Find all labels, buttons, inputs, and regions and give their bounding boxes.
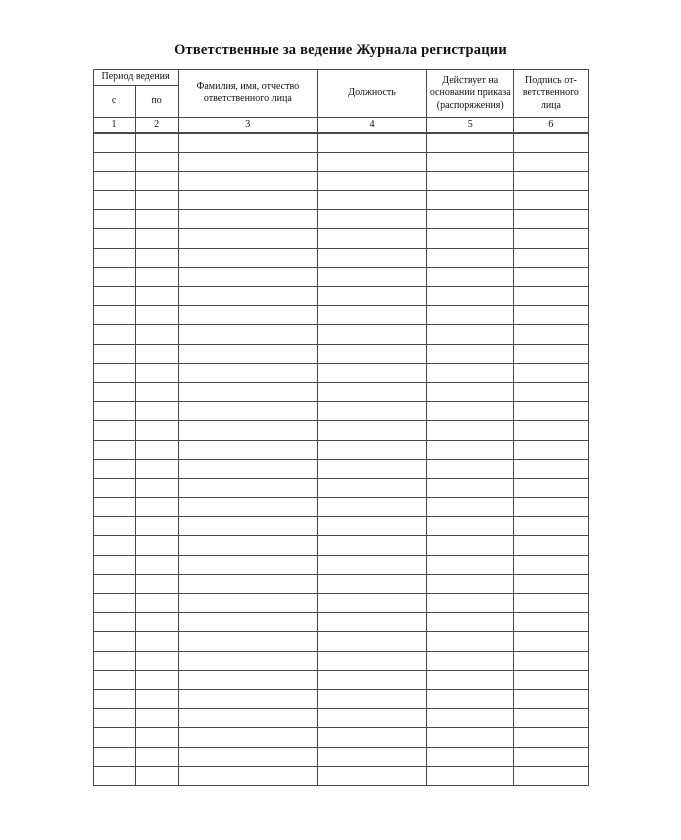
empty-cell [514, 191, 588, 210]
empty-cell [514, 478, 588, 497]
empty-cell [427, 555, 514, 574]
empty-cell [427, 689, 514, 708]
empty-cell [135, 498, 178, 517]
header-period-group: Период ведения [93, 70, 178, 86]
empty-cell [427, 574, 514, 593]
empty-cell [135, 709, 178, 728]
empty-cell [178, 287, 317, 306]
empty-cell [427, 287, 514, 306]
empty-cell [514, 421, 588, 440]
header-from-column: с [93, 85, 135, 117]
empty-cell [135, 382, 178, 401]
column-number-1: 1 [93, 117, 135, 133]
empty-cell [427, 670, 514, 689]
empty-cell [427, 536, 514, 555]
empty-cell [427, 229, 514, 248]
empty-cell [178, 632, 317, 651]
empty-row [93, 689, 588, 708]
empty-cell [427, 267, 514, 286]
empty-cell [135, 670, 178, 689]
empty-cell [178, 402, 317, 421]
header-name-column: Фамилия, имя, отчество ответственного лица [178, 70, 317, 118]
empty-cell [178, 574, 317, 593]
empty-cell [514, 555, 588, 574]
empty-cell [317, 440, 426, 459]
empty-cell [93, 670, 135, 689]
empty-cell [317, 287, 426, 306]
empty-cell [135, 229, 178, 248]
empty-cell [427, 728, 514, 747]
header-to-column: по [135, 85, 178, 117]
empty-cell [317, 594, 426, 613]
empty-row [93, 651, 588, 670]
empty-cell [514, 651, 588, 670]
header-position-column: Должность [317, 70, 426, 118]
empty-cell [93, 287, 135, 306]
empty-cell [178, 555, 317, 574]
empty-cell [135, 287, 178, 306]
empty-cell [317, 747, 426, 766]
empty-cell [178, 651, 317, 670]
table-body [93, 133, 588, 785]
empty-cell [135, 133, 178, 152]
empty-cell [427, 709, 514, 728]
empty-cell [514, 632, 588, 651]
empty-cell [93, 382, 135, 401]
empty-cell [93, 459, 135, 478]
empty-cell [427, 363, 514, 382]
empty-cell [178, 517, 317, 536]
empty-cell [93, 325, 135, 344]
empty-cell [135, 747, 178, 766]
empty-cell [135, 344, 178, 363]
empty-cell [514, 229, 588, 248]
empty-cell [178, 363, 317, 382]
table-header [93, 70, 588, 134]
empty-cell [135, 402, 178, 421]
empty-cell [514, 325, 588, 344]
empty-cell [427, 191, 514, 210]
empty-cell [317, 670, 426, 689]
empty-cell [135, 632, 178, 651]
empty-row [93, 555, 588, 574]
empty-row [93, 517, 588, 536]
empty-cell [178, 382, 317, 401]
empty-cell [514, 363, 588, 382]
empty-row [93, 325, 588, 344]
empty-cell [178, 421, 317, 440]
empty-cell [317, 382, 426, 401]
empty-cell [427, 248, 514, 267]
empty-cell [514, 248, 588, 267]
empty-cell [317, 344, 426, 363]
empty-cell [427, 382, 514, 401]
empty-cell [178, 613, 317, 632]
empty-cell [93, 306, 135, 325]
empty-cell [427, 440, 514, 459]
empty-cell [514, 574, 588, 593]
empty-cell [93, 210, 135, 229]
empty-cell [178, 498, 317, 517]
empty-cell [93, 344, 135, 363]
empty-cell [317, 574, 426, 593]
column-number-6: 6 [514, 117, 588, 133]
empty-cell [135, 267, 178, 286]
empty-cell [93, 478, 135, 497]
empty-cell [317, 498, 426, 517]
empty-cell [427, 325, 514, 344]
empty-cell [93, 133, 135, 152]
empty-cell [135, 421, 178, 440]
empty-cell [178, 133, 317, 152]
empty-row [93, 632, 588, 651]
empty-cell [317, 171, 426, 190]
empty-row [93, 133, 588, 152]
empty-cell [93, 632, 135, 651]
empty-row [93, 536, 588, 555]
empty-cell [514, 306, 588, 325]
empty-cell [93, 191, 135, 210]
empty-cell [135, 306, 178, 325]
empty-cell [178, 766, 317, 785]
empty-cell [317, 248, 426, 267]
empty-row [93, 382, 588, 401]
empty-row [93, 459, 588, 478]
empty-cell [178, 171, 317, 190]
empty-cell [93, 536, 135, 555]
empty-cell [135, 689, 178, 708]
empty-cell [514, 709, 588, 728]
header-signature-column: Подпись от-ветственного лица [514, 70, 588, 118]
empty-cell [317, 478, 426, 497]
empty-row [93, 498, 588, 517]
empty-cell [135, 555, 178, 574]
empty-cell [93, 574, 135, 593]
empty-cell [317, 152, 426, 171]
empty-row [93, 248, 588, 267]
empty-cell [93, 517, 135, 536]
empty-cell [514, 498, 588, 517]
empty-cell [427, 517, 514, 536]
empty-cell [178, 191, 317, 210]
empty-cell [514, 210, 588, 229]
empty-cell [317, 459, 426, 478]
empty-cell [317, 517, 426, 536]
empty-cell [178, 248, 317, 267]
empty-cell [514, 287, 588, 306]
empty-cell [427, 747, 514, 766]
empty-row [93, 478, 588, 497]
empty-cell [178, 459, 317, 478]
empty-row [93, 402, 588, 421]
empty-cell [135, 191, 178, 210]
empty-row [93, 306, 588, 325]
header-row-period [93, 70, 588, 86]
empty-cell [317, 632, 426, 651]
empty-cell [93, 747, 135, 766]
empty-cell [514, 670, 588, 689]
empty-cell [93, 613, 135, 632]
empty-cell [135, 459, 178, 478]
empty-cell [317, 728, 426, 747]
empty-cell [427, 478, 514, 497]
header-basis-column: Действует на основании приказа (распоряжения) [427, 70, 514, 118]
empty-cell [178, 210, 317, 229]
empty-cell [178, 670, 317, 689]
empty-cell [317, 210, 426, 229]
empty-cell [317, 709, 426, 728]
empty-row [93, 747, 588, 766]
empty-cell [178, 709, 317, 728]
empty-cell [514, 382, 588, 401]
empty-cell [135, 613, 178, 632]
empty-cell [427, 306, 514, 325]
empty-row [93, 344, 588, 363]
empty-row [93, 709, 588, 728]
column-number-2: 2 [135, 117, 178, 133]
empty-cell [135, 152, 178, 171]
empty-cell [93, 267, 135, 286]
empty-cell [514, 402, 588, 421]
empty-cell [317, 651, 426, 670]
empty-cell [135, 440, 178, 459]
empty-cell [317, 555, 426, 574]
empty-cell [135, 651, 178, 670]
empty-cell [178, 306, 317, 325]
column-number-3: 3 [178, 117, 317, 133]
empty-cell [178, 344, 317, 363]
empty-cell [514, 747, 588, 766]
empty-cell [93, 171, 135, 190]
empty-cell [317, 133, 426, 152]
empty-cell [93, 363, 135, 382]
empty-cell [317, 536, 426, 555]
empty-cell [317, 363, 426, 382]
empty-row [93, 191, 588, 210]
empty-row [93, 728, 588, 747]
empty-cell [317, 267, 426, 286]
empty-cell [135, 574, 178, 593]
empty-cell [93, 689, 135, 708]
empty-cell [178, 728, 317, 747]
empty-row [93, 287, 588, 306]
empty-cell [514, 171, 588, 190]
empty-row [93, 594, 588, 613]
empty-cell [135, 171, 178, 190]
empty-cell [93, 594, 135, 613]
empty-cell [514, 594, 588, 613]
empty-cell [178, 747, 317, 766]
empty-cell [427, 152, 514, 171]
empty-cell [93, 402, 135, 421]
empty-cell [93, 152, 135, 171]
empty-cell [135, 594, 178, 613]
empty-cell [514, 152, 588, 171]
empty-cell [514, 728, 588, 747]
empty-cell [427, 210, 514, 229]
empty-row [93, 613, 588, 632]
empty-cell [178, 440, 317, 459]
empty-row [93, 421, 588, 440]
empty-cell [427, 498, 514, 517]
empty-cell [317, 689, 426, 708]
empty-row [93, 766, 588, 785]
empty-cell [178, 536, 317, 555]
empty-cell [135, 766, 178, 785]
empty-row [93, 363, 588, 382]
empty-cell [427, 421, 514, 440]
empty-cell [93, 248, 135, 267]
empty-cell [427, 613, 514, 632]
empty-cell [514, 344, 588, 363]
empty-cell [135, 728, 178, 747]
empty-cell [135, 248, 178, 267]
empty-cell [514, 536, 588, 555]
empty-cell [135, 210, 178, 229]
empty-row [93, 574, 588, 593]
page-title: Ответственные за ведение Журнала регистрации [174, 42, 507, 58]
empty-cell [178, 689, 317, 708]
empty-cell [514, 267, 588, 286]
empty-cell [427, 133, 514, 152]
column-numbers-row [93, 117, 588, 133]
empty-cell [178, 478, 317, 497]
empty-row [93, 171, 588, 190]
empty-cell [317, 325, 426, 344]
empty-cell [317, 421, 426, 440]
empty-cell [135, 363, 178, 382]
empty-cell [93, 766, 135, 785]
empty-cell [93, 421, 135, 440]
empty-cell [93, 651, 135, 670]
empty-cell [317, 402, 426, 421]
empty-cell [135, 478, 178, 497]
empty-cell [427, 632, 514, 651]
column-number-4: 4 [317, 117, 426, 133]
empty-cell [93, 498, 135, 517]
empty-cell [317, 306, 426, 325]
empty-cell [514, 133, 588, 152]
empty-row [93, 210, 588, 229]
empty-cell [178, 229, 317, 248]
responsibles-table [93, 69, 589, 786]
empty-row [93, 440, 588, 459]
empty-cell [93, 555, 135, 574]
empty-row [93, 229, 588, 248]
empty-cell [178, 594, 317, 613]
empty-cell [317, 613, 426, 632]
empty-cell [427, 344, 514, 363]
empty-cell [178, 267, 317, 286]
empty-cell [93, 229, 135, 248]
empty-cell [514, 517, 588, 536]
empty-cell [514, 689, 588, 708]
column-number-5: 5 [427, 117, 514, 133]
empty-cell [178, 325, 317, 344]
empty-row [93, 670, 588, 689]
empty-cell [427, 459, 514, 478]
empty-row [93, 152, 588, 171]
empty-cell [427, 651, 514, 670]
empty-cell [427, 766, 514, 785]
empty-cell [427, 402, 514, 421]
empty-cell [93, 709, 135, 728]
empty-cell [514, 613, 588, 632]
empty-cell [317, 229, 426, 248]
empty-row [93, 267, 588, 286]
empty-cell [135, 517, 178, 536]
empty-cell [135, 325, 178, 344]
empty-cell [317, 766, 426, 785]
empty-cell [514, 440, 588, 459]
empty-cell [427, 171, 514, 190]
empty-cell [135, 536, 178, 555]
empty-cell [427, 594, 514, 613]
empty-cell [178, 152, 317, 171]
empty-cell [514, 459, 588, 478]
empty-cell [317, 191, 426, 210]
empty-cell [93, 728, 135, 747]
empty-cell [93, 440, 135, 459]
empty-cell [514, 766, 588, 785]
